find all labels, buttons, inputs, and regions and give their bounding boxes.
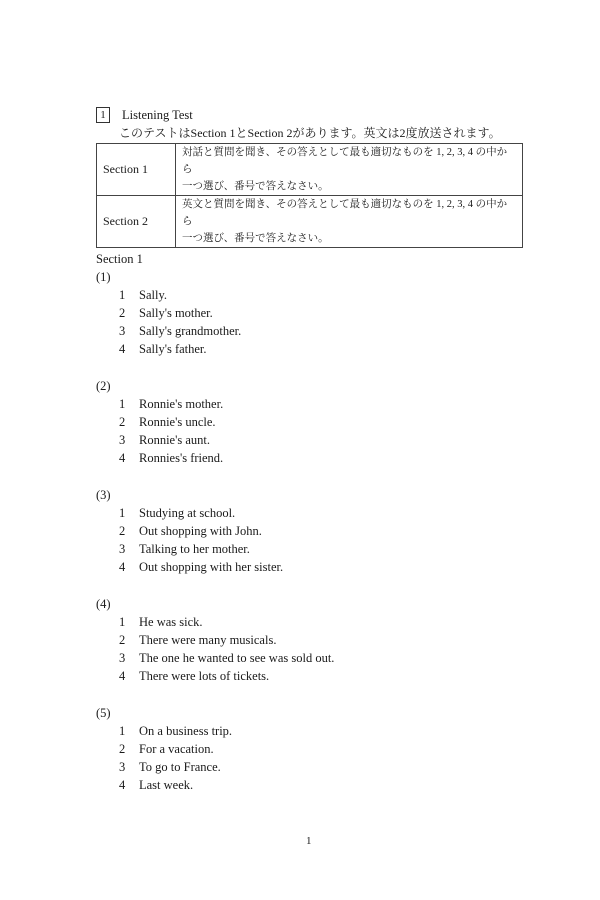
answer-option [96, 395, 536, 413]
option-number: 3 [119, 542, 126, 556]
question-label: (5) [96, 706, 111, 720]
answer-option [96, 304, 536, 322]
answer-option [96, 631, 536, 649]
answer-option [96, 613, 536, 631]
answer-option [96, 722, 536, 740]
option-text: Ronnie's uncle. [139, 415, 216, 429]
option-number: 2 [119, 524, 126, 538]
question-label: (3) [96, 488, 111, 502]
option-text: Out shopping with John. [139, 524, 262, 538]
option-text: Sally's grandmother. [139, 324, 242, 338]
question-label: (1) [96, 270, 111, 284]
answer-option [96, 322, 536, 340]
option-text: Talking to her mother. [139, 542, 250, 556]
option-number: 3 [119, 760, 126, 774]
option-number: 2 [119, 306, 126, 320]
answer-option [96, 740, 536, 758]
option-number: 4 [119, 342, 126, 356]
answer-option [96, 540, 536, 558]
answer-option [96, 413, 536, 431]
question-label: (4) [96, 597, 111, 611]
description-line: 対話と質問を聞き、その答えとして最も適切なものを 1, 2, 3, 4 の中から [182, 147, 508, 175]
option-text: On a business trip. [139, 724, 233, 738]
option-number: 1 [119, 397, 126, 411]
section-description [176, 144, 523, 196]
answer-option [96, 449, 536, 467]
section-label: Section 1 [97, 144, 176, 196]
option-number: 4 [119, 669, 126, 683]
answer-option [96, 649, 536, 667]
option-text: Ronnie's aunt. [139, 433, 210, 447]
option-number: 4 [119, 451, 126, 465]
table-row [97, 144, 523, 196]
option-text: To go to France. [139, 760, 221, 774]
answer-option [96, 340, 536, 358]
answer-option [96, 431, 536, 449]
option-number: 1 [119, 506, 126, 520]
option-text: Ronnies's friend. [139, 451, 224, 465]
option-number: 1 [119, 724, 126, 738]
question-block [96, 595, 536, 685]
page-title: Listening Test [122, 108, 193, 122]
option-text: Ronnie's mother. [139, 397, 224, 411]
section-description [176, 196, 523, 248]
description-line: 英文と質問を聞き、その答えとして最も適切なものを 1, 2, 3, 4 の中から [182, 199, 508, 227]
table-row [97, 196, 523, 248]
option-text: Sally. [139, 288, 168, 302]
description-line: 一つ選び、番号で答えなさい。 [182, 181, 329, 192]
answer-option [96, 667, 536, 685]
option-number: 1 [119, 615, 126, 629]
option-text: For a vacation. [139, 742, 214, 756]
question-block [96, 268, 536, 358]
option-text: He was sick. [139, 615, 203, 629]
questions [96, 268, 536, 794]
answer-option [96, 758, 536, 776]
option-number: 4 [119, 560, 126, 574]
option-number: 1 [119, 288, 126, 302]
question-block [96, 704, 536, 794]
option-text: There were many musicals. [139, 633, 277, 647]
question-block [96, 377, 536, 467]
answer-option [96, 504, 536, 522]
option-text: Out shopping with her sister. [139, 560, 284, 574]
option-number: 3 [119, 433, 126, 447]
option-number: 4 [119, 778, 126, 792]
option-text: There were lots of tickets. [139, 669, 270, 683]
option-text: The one he wanted to see was sold out. [139, 651, 335, 665]
option-number: 2 [119, 742, 126, 756]
question-number-box: 1 [96, 107, 110, 123]
answer-option [96, 558, 536, 576]
option-text: Sally's mother. [139, 306, 213, 320]
option-number: 3 [119, 324, 126, 338]
section-heading: Section 1 [96, 252, 143, 266]
answer-option [96, 522, 536, 540]
option-text: Studying at school. [139, 506, 236, 520]
answer-option [96, 776, 536, 794]
option-number: 2 [119, 633, 126, 647]
option-text: Sally's father. [139, 342, 207, 356]
answer-option [96, 286, 536, 304]
page-number: 1 [306, 835, 312, 847]
question-label: (2) [96, 379, 111, 393]
option-number: 3 [119, 651, 126, 665]
section-label: Section 2 [97, 196, 176, 248]
question-block [96, 486, 536, 576]
page-header [96, 106, 536, 124]
option-number: 2 [119, 415, 126, 429]
option-text: Last week. [139, 778, 194, 792]
intro-text: このテストはSection 1とSection 2があります。英文は2度放送されます。 [119, 126, 501, 140]
description-line: 一つ選び、番号で答えなさい。 [182, 233, 329, 244]
instructions-table [96, 143, 523, 248]
document-body [96, 106, 536, 794]
